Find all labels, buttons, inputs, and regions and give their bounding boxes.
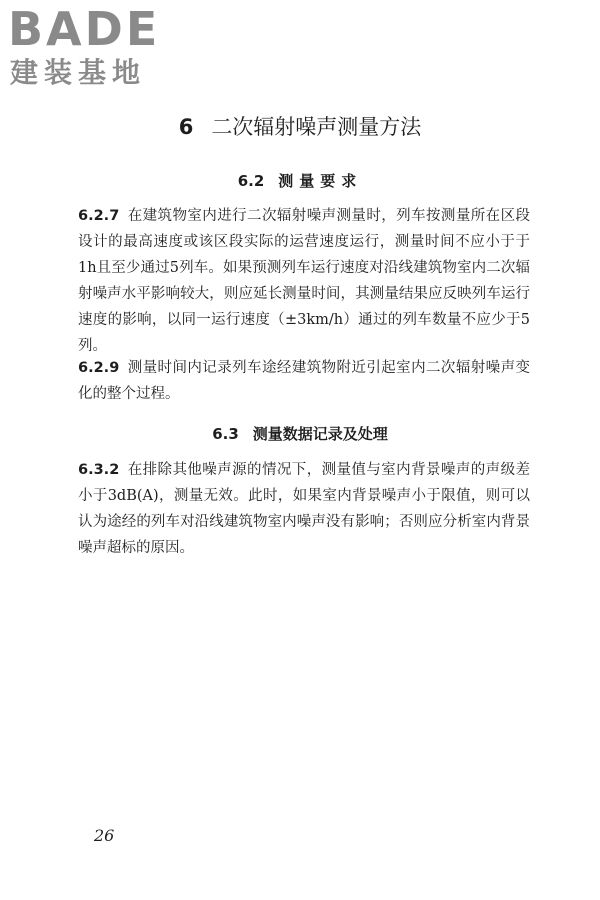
watermark-logo (8, 4, 178, 94)
clause-number: 6.2.9 (78, 360, 120, 376)
clause-paragraph (78, 203, 530, 359)
clause-paragraph (78, 457, 530, 561)
clause-text: 在排除其他噪声源的情况下，测量值与室内背景噪声的声级差小于3dB(A)，测量无效。此时，如果室内背景噪声小于限值，则可以认为途经的列车对沿线建筑物室内噪声没有影响；否则应分析室内背景噪声超标的原因。 (78, 462, 530, 556)
clause-paragraph (78, 355, 530, 407)
section-title: 测量要求 (278, 172, 363, 190)
watermark-brand: BADE (8, 2, 161, 56)
section-number: 6.3 (212, 425, 239, 443)
page-number: 26 (94, 826, 115, 845)
section-title: 测量数据记录及处理 (252, 425, 388, 443)
section-heading (0, 423, 600, 445)
clause-text: 测量时间内记录列车途经建筑物附近引起室内二次辐射噪声变化的整个过程。 (78, 360, 530, 402)
section-heading (0, 170, 600, 192)
chapter-number: 6 (178, 115, 194, 139)
section-number: 6.2 (237, 172, 265, 190)
watermark-subtitle: 建装基地 (10, 56, 147, 89)
chapter-title-text: 二次辐射噪声测量方法 (211, 115, 422, 139)
clause-number: 6.2.7 (78, 208, 120, 224)
clause-text: 在建筑物室内进行二次辐射噪声测量时，列车按测量所在区段设计的最高速度或该区段实际的运营速度运行，测量时间不应小于于1h且至少通过5列车。如果预测列车运行速度对沿线建筑物室内二次辐射噪声水平影响较大，则应延长测量时间，其测量结果应反映列车运行速度的影响，以同一运行速度（±3km/h）通过的列车数量不应少于5列。 (78, 208, 530, 354)
chapter-title (0, 112, 600, 142)
clause-number: 6.3.2 (78, 462, 120, 478)
